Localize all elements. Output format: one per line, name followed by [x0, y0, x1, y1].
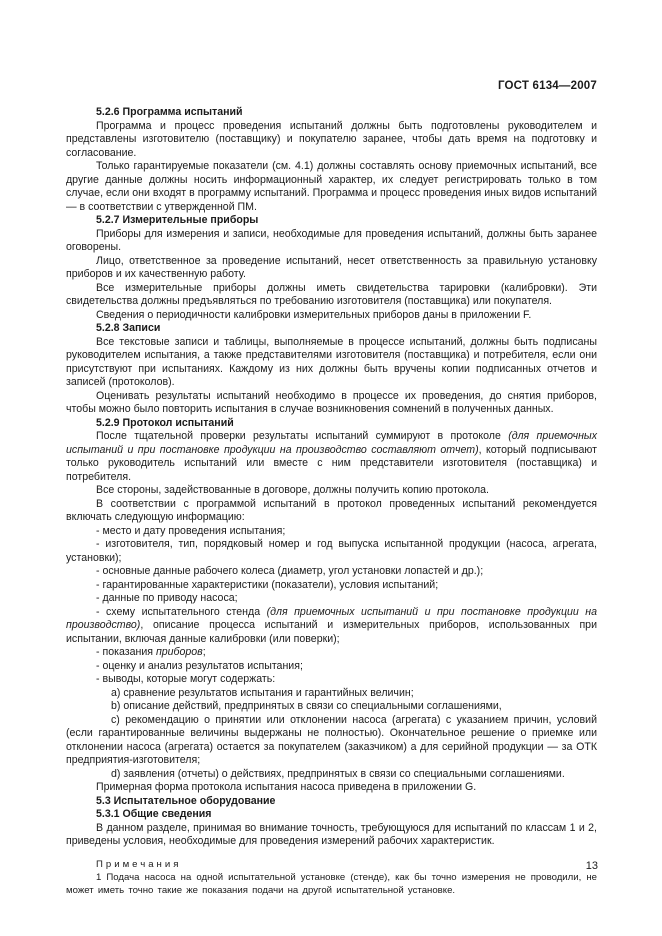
sub-list-item	[66, 714, 597, 768]
list-item	[66, 565, 597, 579]
list-item	[66, 673, 597, 687]
section-heading	[66, 417, 597, 431]
text-run: b) описание действий, предпринятых в связи со специальными соглашениями,	[111, 700, 502, 712]
body-paragraph	[66, 430, 597, 484]
text-run: - изготовителя, тип, порядковый номер и год выпуска испытанной продукции (насоса, агрегата, установки);	[66, 538, 597, 564]
body-paragraph	[66, 160, 597, 214]
text-run: - основные данные рабочего колеса (диаметр, угол установки лопастей и др.);	[96, 565, 484, 577]
text-run: Только гарантируемые показатели (см. 4.1) должны составлять основу приемочных испытаний, все другие данные должны носить информационный характер, их следует регистрировать только в том случае, если они входят в программу испытаний. Программа и процесс проведения иных видов испытаний — в соответствии с утвержденной ПМ.	[66, 160, 597, 213]
text-run: Примерная форма протокола испытания насоса приведена в приложении G.	[96, 781, 477, 793]
text-run: , который подписывают только руководитель испытаний или вместе с ним представители изготовителя (поставщика) и потребителя.	[66, 443, 597, 483]
text-run: Оценивать результаты испытаний необходимо в процессе их проведения, до снятия приборов, чтобы можно было повторить испытания в случае возникновения сомнений в полученных данных.	[66, 389, 597, 415]
section-heading	[66, 795, 597, 809]
text-run: d) заявления (отчеты) о действиях, предпринятых в связи со специальными соглашениями.	[111, 767, 565, 780]
italic-text-run: (для приемочных испытаний и при постановке продукции на производство)	[66, 605, 597, 631]
body-paragraph	[66, 336, 597, 390]
text-run: c) рекомендацию о принятии или отклонении насоса (агрегата) с указанием причин, условий (если гарантированные величины выдержаны не полностью). Окончательное решение о приемке или отклонении насоса (агрегата) остается за покупателем (заказчиком) а для серийной продукции — за ОТК предприятия-изготовителя;	[66, 713, 597, 766]
body-paragraph	[66, 781, 597, 795]
standard-number: ГОСТ 6134—2007	[497, 80, 597, 92]
text-run: Все измерительные приборы должны иметь свидетельства тарировки (калибровки). Эти свидетельства должны предъявляться по требованию изготовителя (поставщика) или покупателя.	[66, 281, 597, 307]
notes-heading	[66, 859, 597, 871]
italic-text-run: приборов	[155, 646, 203, 658]
text-run: 5.2.8 Записи	[96, 322, 161, 334]
text-run: Лицо, ответственное за проведение испытаний, несет ответственность за правильную установку приборов и их качественную работу.	[66, 254, 597, 280]
note-paragraph	[66, 871, 597, 897]
body-paragraph	[66, 228, 597, 255]
list-item	[66, 646, 597, 660]
list-item	[66, 660, 597, 674]
list-item	[66, 538, 597, 565]
text-run: Все текстовые записи и таблицы, выполняемые в процессе испытаний, должны быть подписаны руководителем испытания, а также представителями изготовителя (поставщика) и потребителя, если они присутствуют при испытаниях. Каждому из них должны быть вручены копии подписанных отчетов и записей (протоколов).	[66, 335, 597, 388]
text-run: - данные по приводу насоса;	[96, 592, 238, 604]
text-run: - оценку и анализ результатов испытания;	[96, 659, 303, 672]
text-run: - показания	[96, 646, 156, 658]
body-paragraph	[66, 484, 597, 498]
body-paragraph	[66, 120, 597, 161]
text-run: В соответствии с программой испытаний в протокол проведенных испытаний рекомендуется включать следующую информацию:	[66, 497, 597, 523]
text-run: Приборы для измерения и записи, необходимые для проведения испытаний, должны быть заранее оговорены.	[66, 227, 597, 253]
text-run: 5.3 Испытательное оборудование	[96, 794, 276, 807]
text-run: Примечания	[96, 858, 182, 870]
page-header	[66, 80, 597, 93]
body-paragraph	[66, 390, 597, 417]
list-item	[66, 579, 597, 593]
text-run: Все стороны, задействованные в договоре, должны получить копию протокола.	[96, 484, 490, 496]
text-run: Сведения о периодичности калибровки измерительных приборов даны в приложении F.	[96, 308, 532, 321]
section-heading	[66, 214, 597, 228]
text-run: - схему испытательного стенда	[96, 605, 267, 618]
list-item	[66, 606, 597, 647]
text-run: После тщательной проверки результаты испытаний суммируют в протоколе	[96, 430, 509, 442]
text-run: 5.2.6 Программа испытаний	[96, 106, 243, 118]
text-run: ;	[202, 646, 206, 658]
text-run: - выводы, которые могут содержать:	[96, 673, 276, 685]
section-heading	[66, 322, 597, 336]
list-item	[66, 525, 597, 539]
text-run: 1 Подача насоса на одной испытательной установке (стенде), как бы точно измерения не проводили, не может иметь точно такие же показания подачи на другой испытательной установке.	[66, 871, 597, 896]
text-run: 5.2.7 Измерительные приборы	[96, 214, 259, 226]
italic-text-run: (для приемочных испытаний и при постановке продукции на производство составляют отчет)	[66, 430, 597, 456]
document-content	[66, 106, 597, 897]
list-item	[66, 592, 597, 606]
body-paragraph	[66, 309, 597, 323]
page-footer	[586, 860, 598, 873]
body-paragraph	[66, 282, 597, 309]
text-run: , описание процесса испытаний и измерительных приборов, использованных при испытании, включая данные калибровки (или поверки);	[66, 619, 597, 645]
body-paragraph	[66, 498, 597, 525]
text-run: - гарантированные характеристики (показатели), условия испытаний;	[96, 578, 439, 591]
text-run: 5.3.1 Общие сведения	[96, 808, 212, 820]
text-run: 5.2.9 Протокол испытаний	[96, 416, 234, 429]
text-run: a) сравнение результатов испытания и гарантийных величин;	[111, 686, 414, 699]
sub-list-item	[66, 687, 597, 701]
text-run: В данном разделе, принимая во внимание точность, требующуюся для испытаний по классам 1 и 2, приведены условия, необходимые для проведения измерений рабочих характеристик.	[66, 821, 597, 847]
page-number: 13	[585, 860, 598, 872]
section-heading	[66, 106, 597, 120]
text-run: Программа и процесс проведения испытаний должны быть подготовлены руководителем и представлены изготовителю (поставщику) и покупателю заранее, чтобы дать время на подготовку и согласование.	[66, 119, 597, 159]
sub-list-item	[66, 700, 597, 714]
text-run: - место и дату проведения испытания;	[96, 524, 286, 537]
sub-list-item	[66, 768, 597, 782]
body-paragraph	[66, 255, 597, 282]
body-paragraph	[66, 822, 597, 849]
section-heading	[66, 808, 597, 822]
